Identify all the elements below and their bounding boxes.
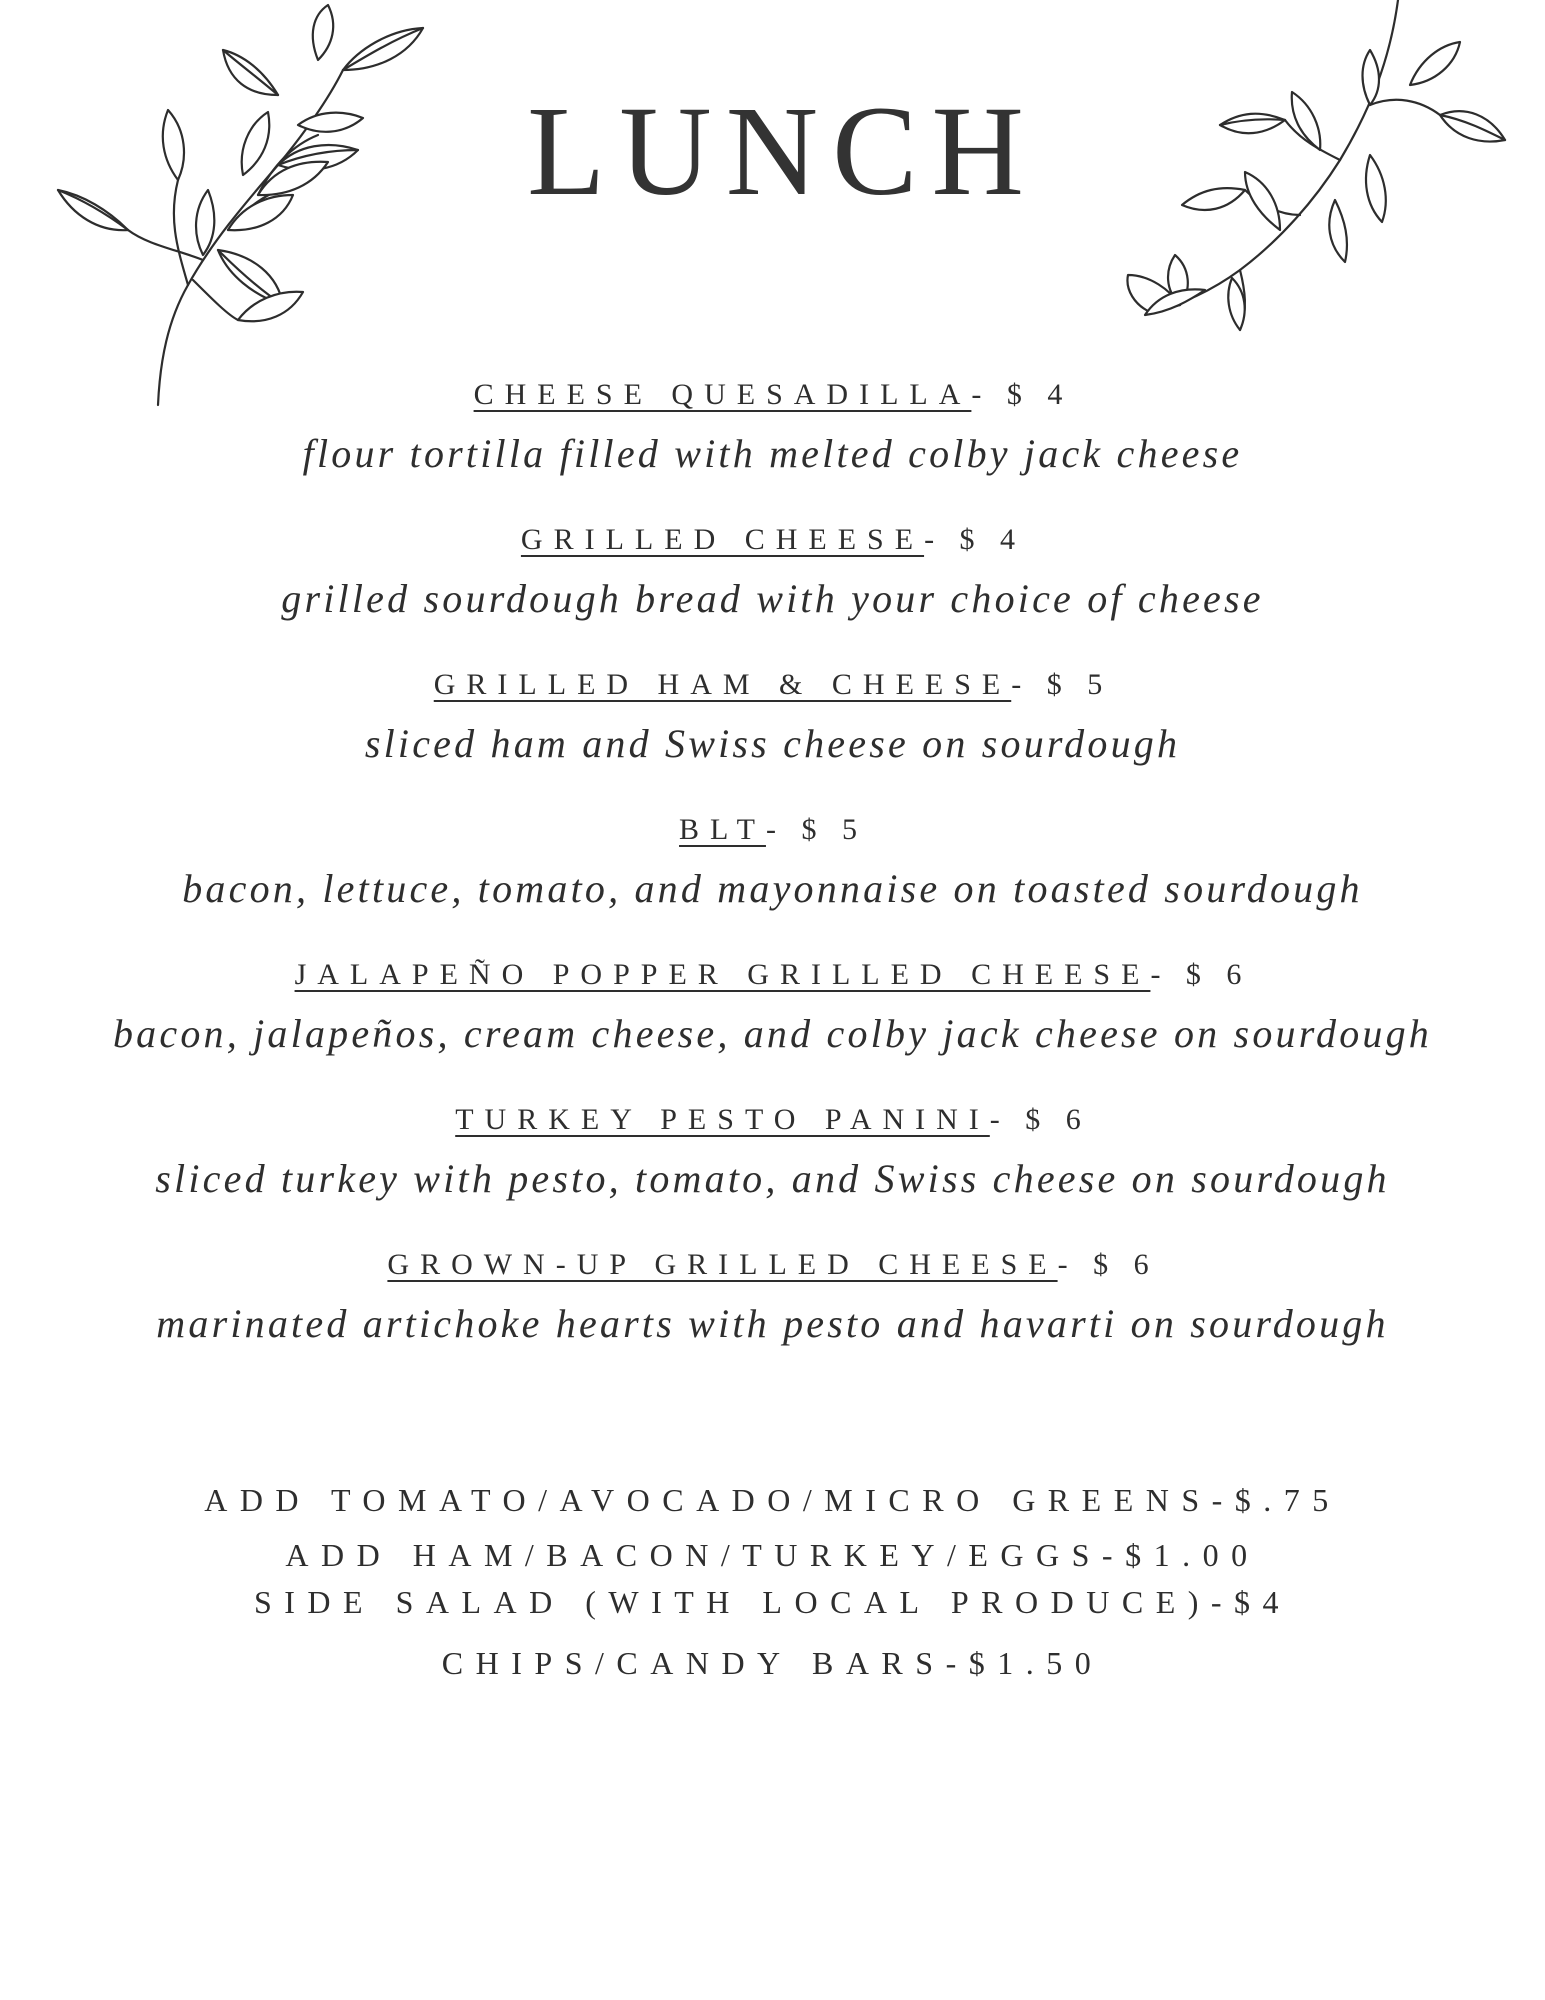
item-description: sliced ham and Swiss cheese on sourdough bbox=[364, 721, 1181, 766]
menu-item bbox=[0, 1242, 1545, 1387]
addon-line: ADD TOMATO/AVOCADO/MICRO GREENS-$.75 bbox=[204, 1482, 1341, 1518]
item-description: marinated artichoke hearts with pesto and havarti on sourdough bbox=[156, 1301, 1389, 1346]
item-name: TURKEY PESTO PANINI bbox=[455, 1103, 990, 1136]
item-price: - $ 4 bbox=[971, 378, 1072, 411]
item-description: grilled sourdough bread with your choice of cheese bbox=[281, 576, 1264, 621]
item-price: - $ 6 bbox=[1150, 958, 1251, 991]
menu-item bbox=[0, 517, 1545, 662]
item-price: - $ 5 bbox=[765, 813, 866, 846]
item-description: bacon, jalapeños, cream cheese, and colby jack cheese on sourdough bbox=[112, 1011, 1433, 1056]
item-name: GRILLED CHEESE bbox=[520, 523, 925, 556]
menu-items bbox=[0, 372, 1545, 1387]
addon-line: SIDE SALAD (WITH LOCAL PRODUCE)-$4 bbox=[253, 1584, 1292, 1620]
page-title: LUNCH bbox=[527, 80, 1038, 222]
addon-line: ADD HAM/BACON/TURKEY/EGGS-$1.00 bbox=[285, 1537, 1260, 1573]
item-price: - $ 6 bbox=[1057, 1248, 1158, 1281]
menu-item bbox=[0, 662, 1545, 807]
item-name: JALAPEÑO POPPER GRILLED CHEESE bbox=[294, 958, 1151, 991]
item-description: sliced turkey with pesto, tomato, and Swiss cheese on sourdough bbox=[155, 1156, 1390, 1201]
item-description: bacon, lettuce, tomato, and mayonnaise on toasted sourdough bbox=[182, 866, 1363, 911]
item-price: - $ 6 bbox=[989, 1103, 1090, 1136]
item-name: GROWN-UP GRILLED CHEESE bbox=[387, 1248, 1058, 1281]
item-price: - $ 5 bbox=[1011, 668, 1112, 701]
menu-item bbox=[0, 372, 1545, 517]
item-name: CHEESE QUESADILLA bbox=[473, 378, 972, 411]
item-description: flour tortilla filled with melted colby jack cheese bbox=[302, 431, 1243, 476]
menu-item bbox=[0, 1097, 1545, 1242]
item-name: GRILLED HAM & CHEESE bbox=[433, 668, 1012, 701]
menu-item bbox=[0, 952, 1545, 1097]
addon-line: CHIPS/CANDY BARS-$1.50 bbox=[441, 1645, 1104, 1681]
item-price: - $ 4 bbox=[924, 523, 1025, 556]
menu-item bbox=[0, 807, 1545, 952]
addons-list bbox=[0, 1482, 1545, 1682]
item-name: BLT bbox=[679, 813, 766, 846]
